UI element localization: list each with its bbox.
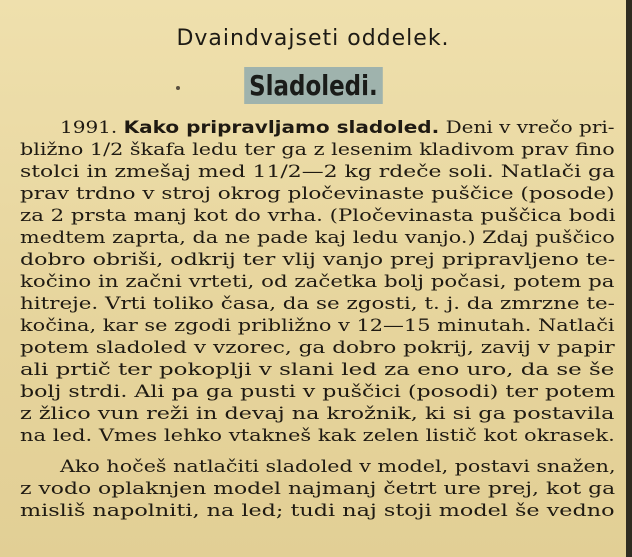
recipe-title: Kako pripravljamo sladoled. [123,118,440,138]
text-line: bolj strdi. Ali pa ga pusti v puščici (posodi) ter potem [20,382,616,402]
text-line: dobro obriši, odkrij ter vlij vanjo prej pripravljeno te- [20,250,616,270]
text-line [60,118,615,138]
text-line: ali prtič ter pokoplji v slani led za eno uro, da se še [20,360,615,380]
text-line: bližno 1/2 škafa ledu ter ga z lesenim kladivom prav fino [20,140,615,160]
text-line: na led. Vmes lehko vtakneš kak zelen listič kot okrasek. [20,426,615,446]
text-line: z vodo oplaknjen model najmanj četrt ure prej, kot ga [20,479,616,499]
text-line: stolci in zmešaj med 11/2—2 kg rdeče soli. Natlači ga [20,162,616,182]
text-line: potem sladoled v vzorec, ga dobro pokrij, zavij v papir [20,338,615,358]
text-line: kočino in začni vrteti, od začetka bolj počasi, potem pa [20,272,615,292]
text-line: za 2 prsta manj kot do vrha. (Pločevinasta puščica bodi [20,206,616,226]
section-title: Sladoledi. [244,67,382,104]
chapter-heading: Dvaindvajseti oddelek. [176,26,450,51]
page-edge [626,0,632,557]
text-line: z žlico vun reži in devaj na krožnik, ki si ga postavila [20,404,615,424]
text-line: medtem zaprta, da ne pade kaj ledu vanjo.) Zdaj puščico [20,228,615,248]
text-line: prav trdno v stroj okrog pločevinaste puščice (posode) [20,184,615,204]
text-line: hitreje. Vrti toliko časa, da se zgosti, t. j. da zmrzne te- [20,294,615,314]
line-text: Deni v vrečo pri- [445,118,615,138]
recipe-number: 1991. [60,118,118,138]
section-title-wrap [0,67,626,104]
text-line: Ako hočeš natlačiti sladoled v model, postavi snažen, [60,457,616,477]
text-line: kočina, kar se zgodi približno v 12—15 minutah. Natlači [20,316,615,336]
text-line: misliš napolniti, na led; tudi naj stoji model še vedno [20,501,615,521]
